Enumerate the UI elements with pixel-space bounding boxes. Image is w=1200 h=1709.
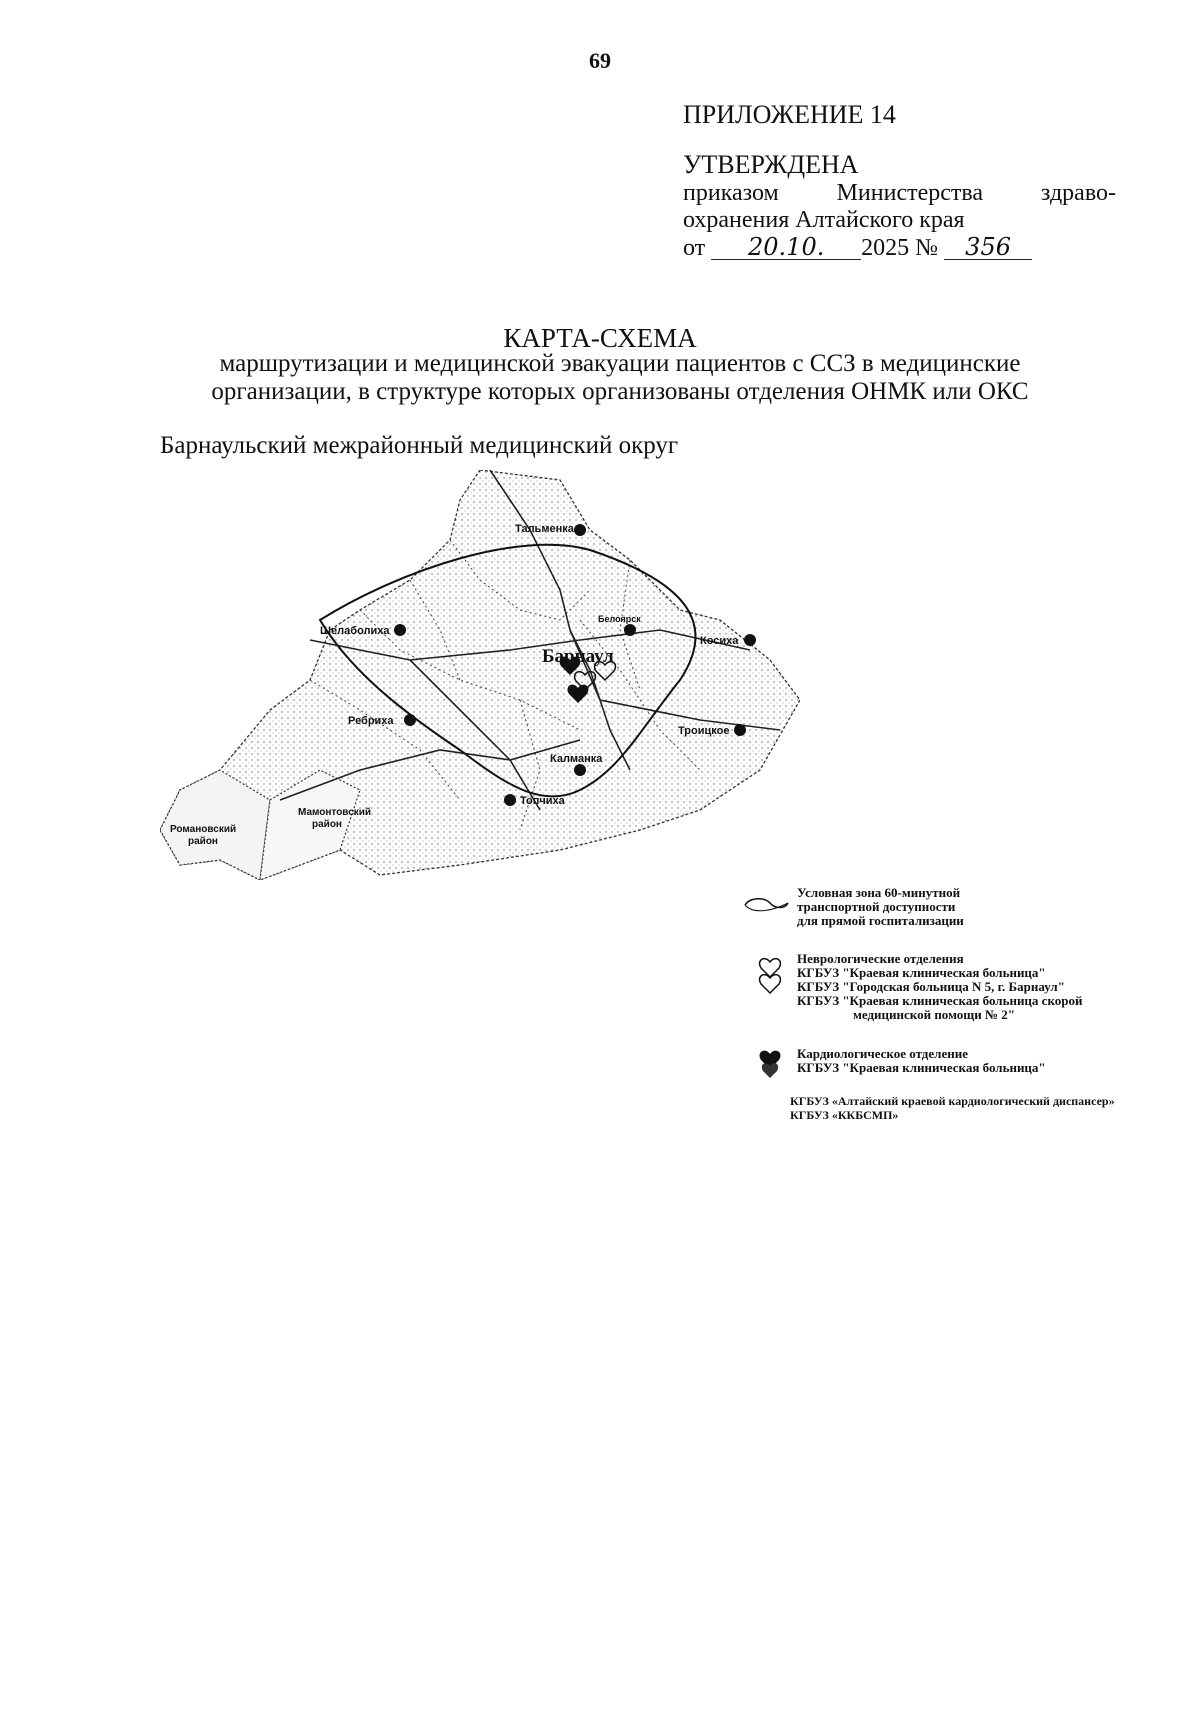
approval-line-1 (683, 180, 1116, 207)
from-label: от (683, 235, 706, 261)
cardiology-legend-icon (757, 1046, 783, 1080)
label-barnaul: Барнаул (542, 646, 614, 667)
document-title: КАРТА-СХЕМА (503, 323, 697, 353)
label-topchikha: Топчиха (520, 795, 565, 807)
handwritten-date: 20.10. (711, 235, 861, 260)
label-shelabolikha: Шелаболиха (320, 625, 390, 637)
legend-neuro-3b: медицинской помощи № 2" (853, 1007, 1015, 1022)
legend-extra (790, 1094, 1115, 1122)
legend-zone-line-3: для прямой госпитализации (797, 913, 964, 928)
document-subtitle: маршрутизации и медицинской эвакуации пациентов с ССЗ в медицинские организации, в структуре которых организованы отделения ОНМК или ОКС (211, 350, 1029, 405)
legend-cardio-title: Кардиологическое отделение (797, 1046, 968, 1061)
handwritten-number: 356 (944, 235, 1032, 260)
legend-neurology (797, 952, 1082, 1022)
order-word: приказом (683, 180, 779, 206)
legend-neuro-1: КГБУЗ "Краевая клиническая больница" (797, 965, 1046, 980)
label-kosikha: Косиха (700, 635, 739, 647)
appendix-label: ПРИЛОЖЕНИЕ 14 (683, 100, 896, 129)
zone-legend-icon (740, 895, 790, 915)
label-kalmanka: Калманка (550, 753, 603, 765)
approval-line-2: охранения Алтайского края (683, 207, 965, 233)
approved-label: УТВЕРЖДЕНА (683, 150, 859, 179)
label-belozernoe: Белоярск (598, 614, 641, 624)
legend-extra-1: КГБУЗ «Алтайский краевой кардиологический диспансер» (790, 1094, 1115, 1108)
label-talmenka: Тальменка (515, 523, 574, 535)
legend-neuro-3: КГБУЗ "Краевая клиническая больница скорой (797, 993, 1083, 1008)
label-romanovsky-2: район (188, 836, 218, 847)
district-map (160, 470, 800, 880)
number-label: № (915, 235, 939, 261)
approval-line-3 (683, 235, 1083, 262)
legend-cardio-1: КГБУЗ "Краевая клиническая больница" (797, 1060, 1046, 1075)
legend-zone-line-2: транспортной доступности (797, 899, 956, 914)
label-mamontovsky-2: район (312, 819, 342, 830)
legend-cardiology (797, 1047, 1046, 1075)
health-part1: здраво- (1040, 180, 1116, 206)
label-troitskoe: Троицкое (678, 725, 730, 737)
legend-neuro-title: Неврологические отделения (797, 951, 964, 966)
label-mamontovsky-1: Мамонтовский (298, 807, 372, 818)
page-number: 69 (589, 48, 611, 73)
legend-zone-line-1: Условная зона 60-минутной (797, 885, 961, 900)
legend-zone (797, 886, 964, 928)
neurology-legend-icon (755, 952, 785, 996)
legend-extra-2: КГБУЗ «ККБСМП» (790, 1108, 899, 1122)
ministry-word: Министерства (836, 180, 984, 206)
year: 2025 (861, 235, 910, 261)
label-rebrikha: Ребриха (348, 715, 394, 727)
label-romanovsky-1: Романовский (170, 824, 237, 835)
legend-neuro-2: КГБУЗ "Городская больница N 5, г. Барнаул" (797, 979, 1065, 994)
district-heading: Барнаульский межрайонный медицинский округ (160, 432, 679, 459)
